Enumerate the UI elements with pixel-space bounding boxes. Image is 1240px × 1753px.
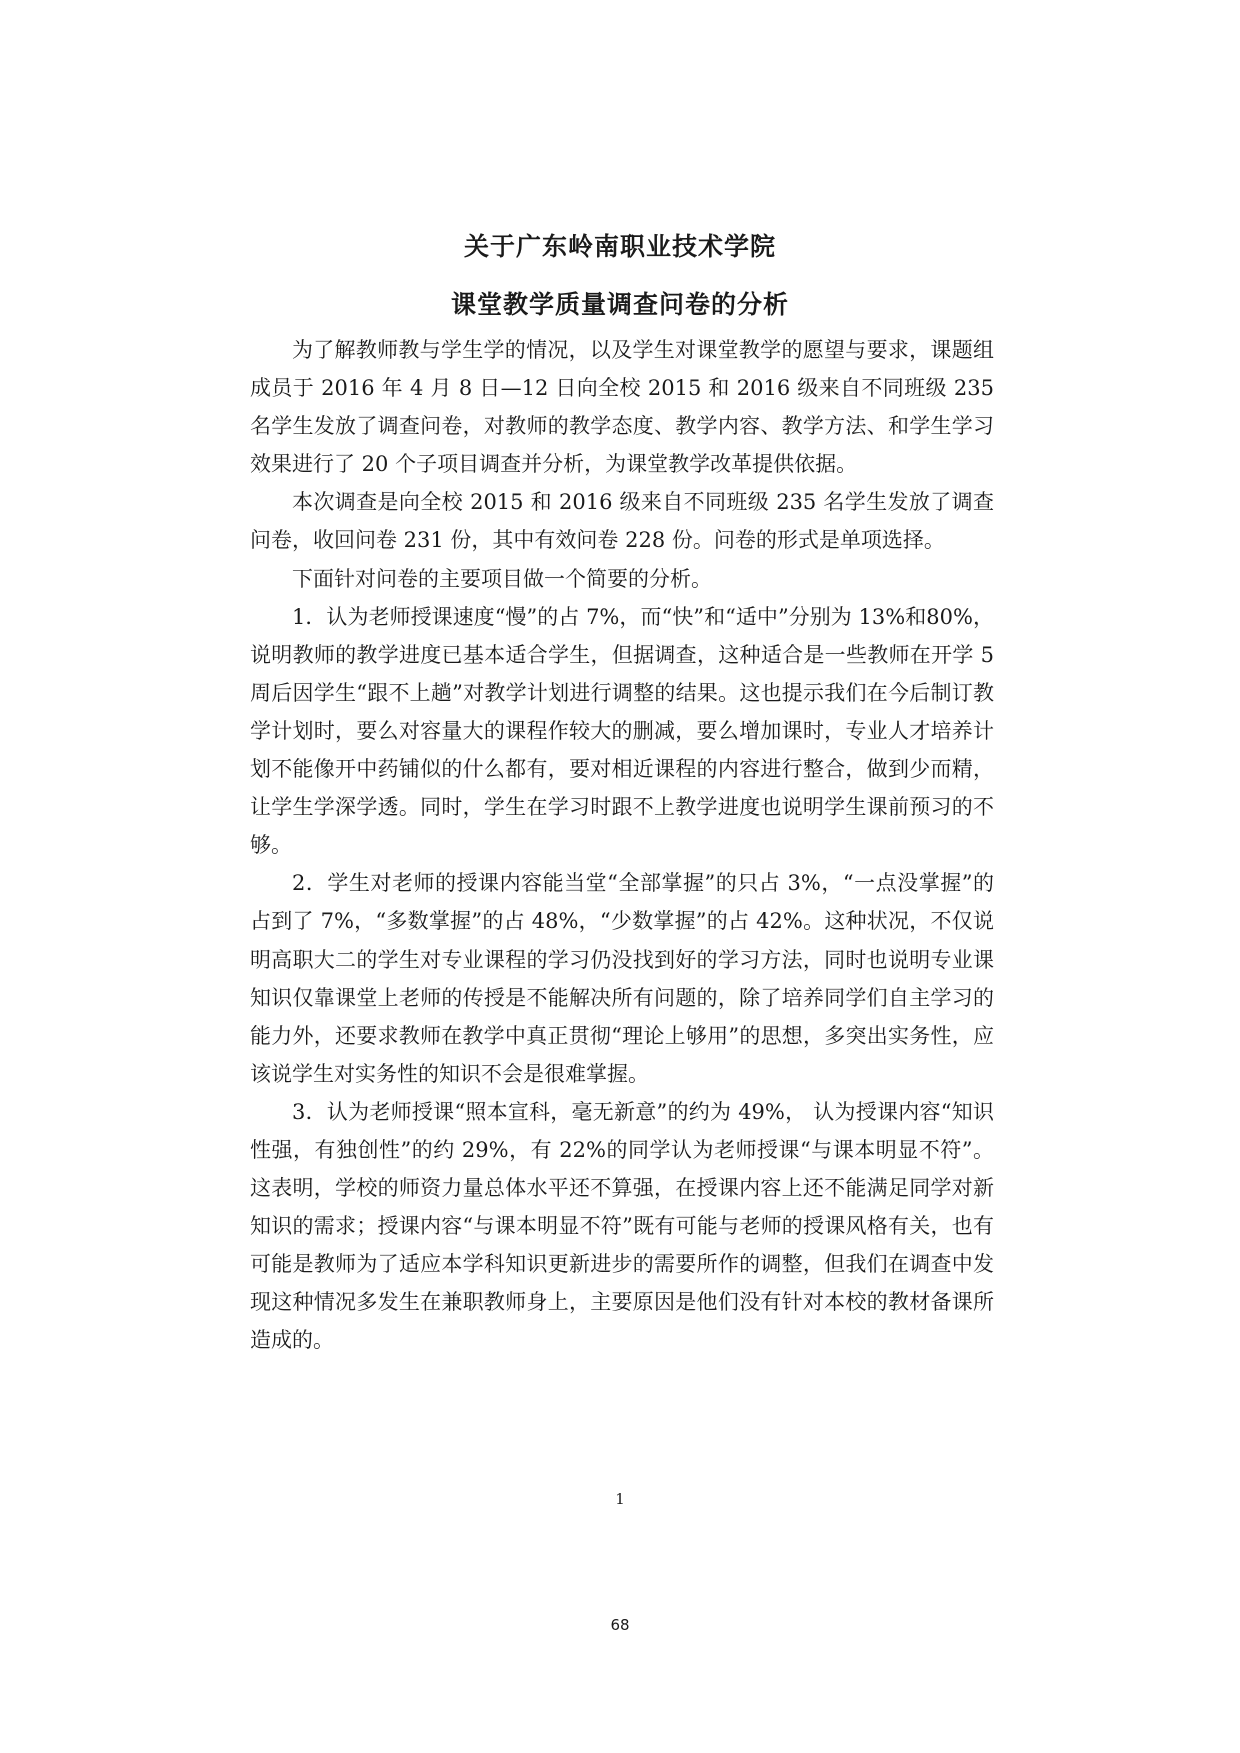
page-number-inner: 1 [615,1490,625,1508]
paragraph-item-3: 3．认为老师授课“照本宣科，毫无新意”的约为 49%， 认为授课内容“知识性强，有独创性”的约 29%，有 22%的同学认为老师授课“与课本明显不符”。这表明，学校的师资力量总体水平还不算强，在授课内容上还不能满足同学对新知识的需求；授课内容“与课本明显不符”既有可能与老师的授课风格有关，也有可能是教师为了适应本学科知识更新进步的需要所作的调整，但我们在调查中发现这种情况多发生在兼职教师身上，主要原因是他们没有针对本校的教材备课所造成的。 [250,1099,994,1353]
title-line-2: 课堂教学质量调查问卷的分析 [450,290,789,319]
title-line-1: 关于广东岭南职业技术学院 [463,232,776,261]
document-body [250,331,994,1360]
paragraph-analysis-lead: 下面针对问卷的主要项目做一个简要的分析。 [292,566,712,591]
page-number-outer: 68 [610,1616,630,1634]
paragraph-item-2: 2．学生对老师的授课内容能当堂“全部掌握”的只占 3%，“一点没掌握”的占到了 7%，“多数掌握”的占 48%，“少数掌握”的占 42%。这种状况，不仅说明高职大二的学生对专业课程的学习仍没找到好的学习方法，同时也说明专业课知识仅靠课堂上老师的传授是不能解决所有问题的，除了培养同学们自主学习的能力外，还要求教师在教学中真正贯彻“理论上够用”的思想，多突出实务性，应该说学生对实务性的知识不会是很难掌握。 [250,871,994,1086]
paragraph-intro: 为了解教师教与学生学的情况，以及学生对课堂教学的愿望与要求，课题组成员于 2016 年 4 月 8 日—12 日向全校 2015 和 2016 级来自不同班级 235 名学生发放了调查问卷，对教师的教学态度、教学内容、教学方法、和学生学习效果进行了 20 个子项目调查并分析，为课堂教学改革提供依据。 [250,338,994,477]
paragraph-survey-info: 本次调查是向全校 2015 和 2016 级来自不同班级 235 名学生发放了调查问卷，收回问卷 231 份，其中有效问卷 228 份。问卷的形式是单项选择。 [250,490,994,553]
paragraph-item-1: 1．认为老师授课速度“慢”的占 7%，而“快”和“适中”分别为 13%和80%，说明教师的教学进度已基本适合学生，但据调查，这种适合是一些教师在开学 5 周后因学生“跟不上趟”对教学计划进行调整的结果。这也提示我们在今后制订教学计划时，要么对容量大的课程作较大的删减，要么增加课时，专业人才培养计划不能像开中药铺似的什么都有，要对相近课程的内容进行整合，做到少而精，让学生学深学透。同时，学生在学习时跟不上教学进度也说明学生课前预习的不够。 [250,604,994,858]
